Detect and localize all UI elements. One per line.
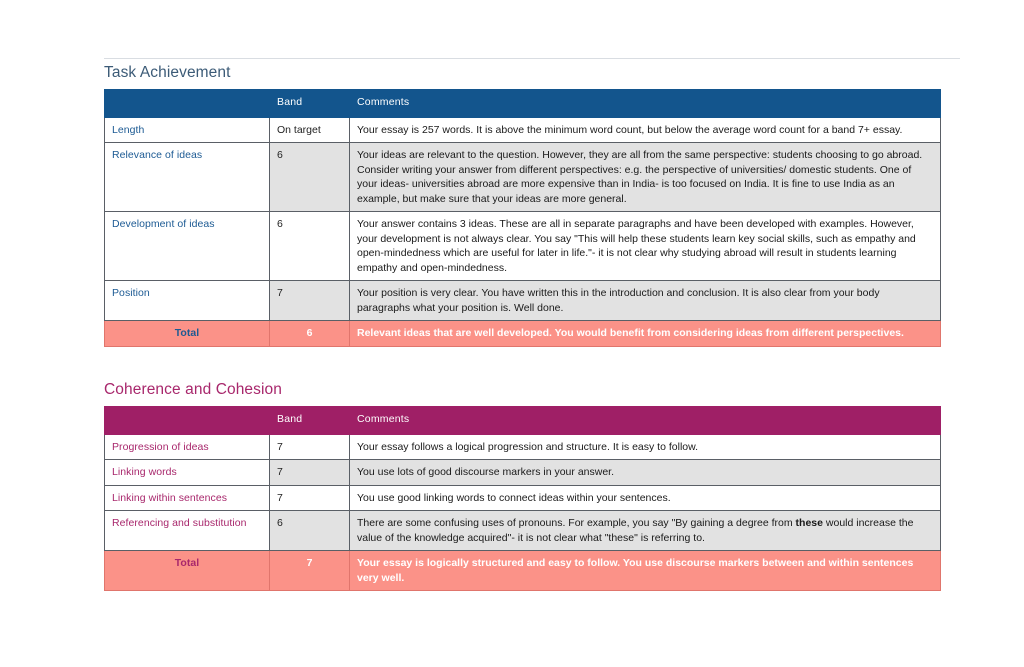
row-band-referencing-and-substitution: 6 xyxy=(270,511,350,551)
row-criterion-referencing-and-substitution: Referencing and substitution xyxy=(105,511,270,551)
row-criterion-development-of-ideas: Development of ideas xyxy=(105,212,270,281)
column-header-band: Band xyxy=(270,89,350,117)
row-criterion-relevance-of-ideas: Relevance of ideas xyxy=(105,143,270,212)
page-top-rule xyxy=(104,58,960,59)
table-total-row xyxy=(105,551,941,591)
row-band-length: On target xyxy=(270,117,350,142)
row-band-linking-within-sentences: 7 xyxy=(270,485,350,510)
table-row xyxy=(105,434,941,459)
row-comments-linking-within-sentences: You use good linking words to connect ideas within your sentences. xyxy=(350,485,941,510)
row-comments-referencing-and-substitution: There are some confusing uses of pronouns. For example, you say "By gaining a degree from these would increase the value of the knowledge acquired"- it is not clear what "these" is referring to. xyxy=(350,511,941,551)
row-band-progression-of-ideas: 7 xyxy=(270,434,350,459)
row-band-development-of-ideas: 6 xyxy=(270,212,350,281)
row-criterion-position: Position xyxy=(105,281,270,321)
total-comments: Relevant ideas that are well developed. You would benefit from considering ideas from different perspectives. xyxy=(350,321,941,346)
table-row xyxy=(105,212,941,281)
column-header-comments: Comments xyxy=(350,406,941,434)
table-row xyxy=(105,485,941,510)
column-header-comments: Comments xyxy=(350,89,941,117)
table-row xyxy=(105,281,941,321)
section-title-task-achievement: Task Achievement xyxy=(104,64,231,81)
row-comments-relevance-of-ideas: Your ideas are relevant to the question. However, they are all from the same perspective: students choosing to go abroad. Consider writing your answer from different perspectives: e.g. the perspective of universities/ domestic students. One of your ideas- universities abroad are more expensive than in India- is too focused on India. It is fine to use India as an example, but make sure that your ideas are more general. xyxy=(350,143,941,212)
table-header-row xyxy=(105,406,941,434)
row-comments-position: Your position is very clear. You have written this in the introduction and conclusion. It is also clear from your body paragraphs what your position is. Well done. xyxy=(350,281,941,321)
column-header-band: Band xyxy=(270,406,350,434)
section-coherence-and-cohesion xyxy=(104,381,940,591)
table-row xyxy=(105,460,941,485)
section-title-coherence-and-cohesion: Coherence and Cohesion xyxy=(104,381,282,398)
row-criterion-length: Length xyxy=(105,117,270,142)
coherence-and-cohesion-table xyxy=(104,406,941,591)
row-comments-progression-of-ideas: Your essay follows a logical progression and structure. It is easy to follow. xyxy=(350,434,941,459)
table-header-row xyxy=(105,89,941,117)
row-band-linking-words: 7 xyxy=(270,460,350,485)
table-total-row xyxy=(105,321,941,346)
total-label: Total xyxy=(105,321,270,346)
column-header-criterion xyxy=(105,89,270,117)
section-task-achievement xyxy=(104,64,940,347)
table-row xyxy=(105,143,941,212)
table-row xyxy=(105,511,941,551)
row-criterion-progression-of-ideas: Progression of ideas xyxy=(105,434,270,459)
row-band-position: 7 xyxy=(270,281,350,321)
row-band-relevance-of-ideas: 6 xyxy=(270,143,350,212)
row-comments-development-of-ideas: Your answer contains 3 ideas. These are all in separate paragraphs and have been developed with examples. However, your development is not always clear. You say "This will help these students learn key social skills, such as empathy and open-mindedness which are useful for later in life."- it is not clear why studying abroad will result in students learning empathy and open-mindedness. xyxy=(350,212,941,281)
total-comments: Your essay is logically structured and easy to follow. You use discourse markers between and within sentences very well. xyxy=(350,551,941,591)
total-band: 6 xyxy=(270,321,350,346)
task-achievement-table xyxy=(104,89,941,347)
row-criterion-linking-within-sentences: Linking within sentences xyxy=(105,485,270,510)
total-band: 7 xyxy=(270,551,350,591)
total-label: Total xyxy=(105,551,270,591)
column-header-criterion xyxy=(105,406,270,434)
row-comments-linking-words: You use lots of good discourse markers in your answer. xyxy=(350,460,941,485)
table-row xyxy=(105,117,941,142)
row-criterion-linking-words: Linking words xyxy=(105,460,270,485)
row-comments-length: Your essay is 257 words. It is above the minimum word count, but below the average word count for a band 7+ essay. xyxy=(350,117,941,142)
